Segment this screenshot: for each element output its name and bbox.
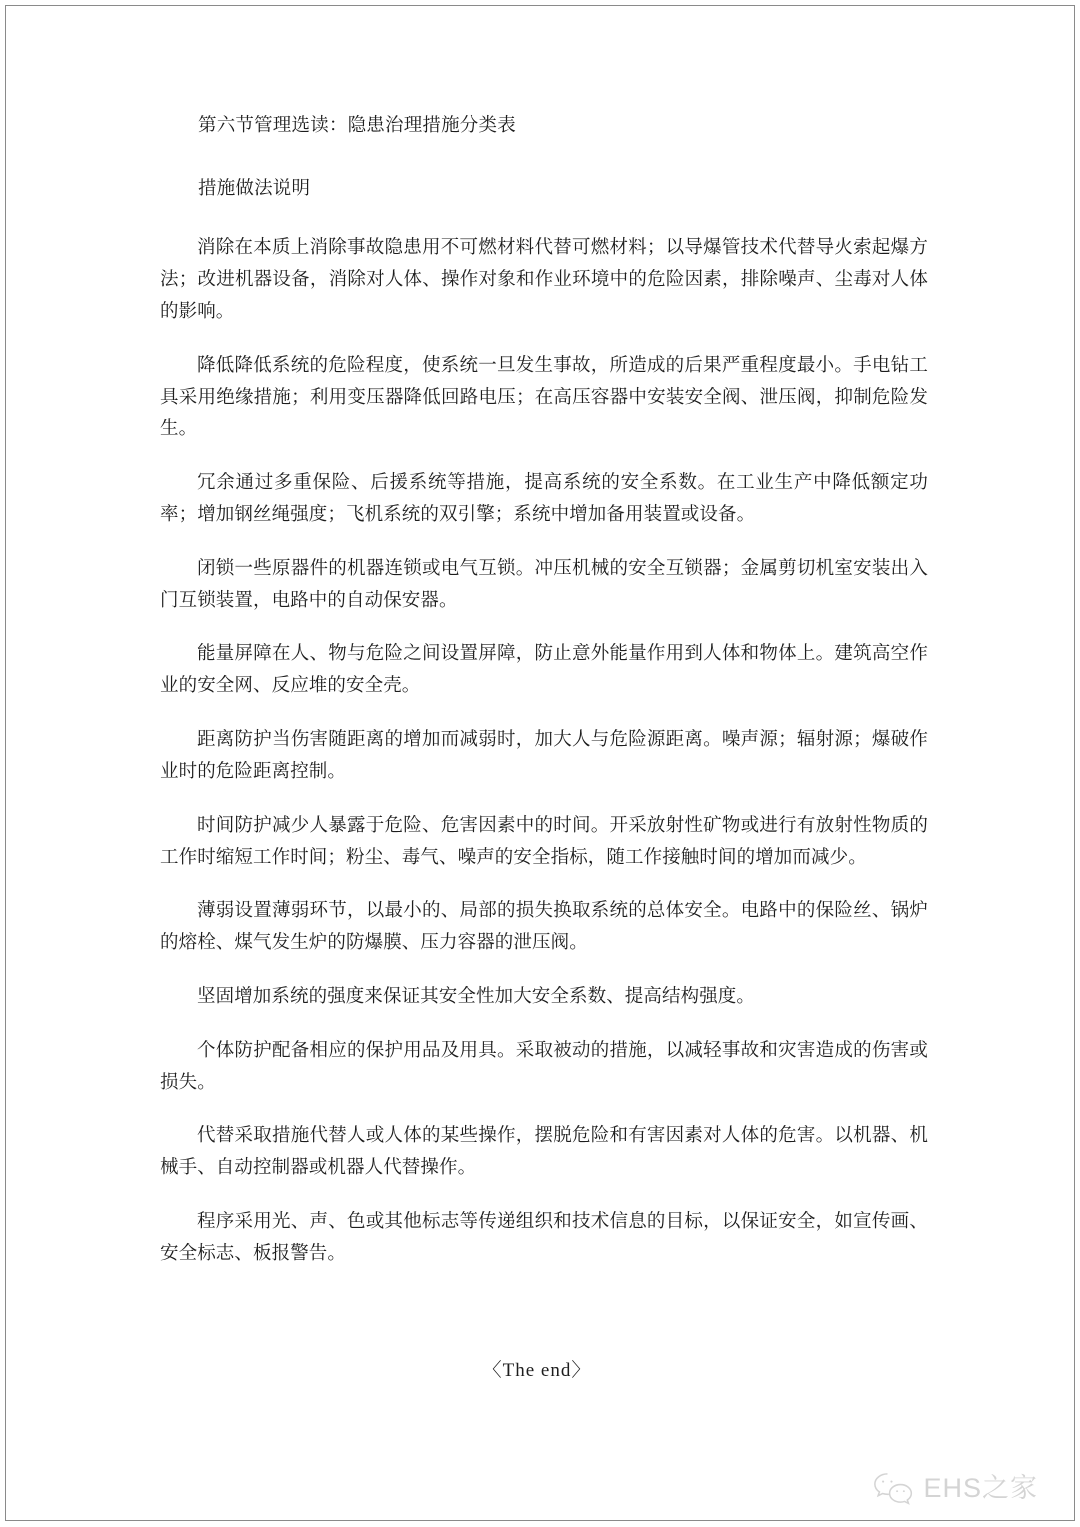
- paragraph: 程序采用光、声、色或其他标志等传递组织和技术信息的目标，以保证安全，如宣传画、安全标志、板报警告。: [160, 1212, 928, 1264]
- paragraph: 代替采取措施代替人或人体的某些操作，摆脱危险和有害因素对人体的危害。以机器、机械手、自动控制器或机器人代替操作。: [160, 1126, 928, 1179]
- paragraph: 坚固增加系统的强度来保证其安全性加大安全系数、提高结构强度。: [197, 986, 756, 1007]
- section-subtitle: 措施做法说明: [198, 178, 311, 199]
- paragraph: 冗余通过多重保险、后援系统等措施，提高系统的安全系数。在工业生产中降低额定功率；增加钢丝绳强度；飞机系统的双引擎；系统中增加备用装置或设备。: [160, 473, 928, 526]
- paragraph: 个体防护配备相应的保护用品及用具。采取被动的措施，以减轻事故和灾害造成的伤害或损失。: [160, 1040, 928, 1093]
- paragraph: 时间防护减少人暴露于危险、危害因素中的时间。开采放射性矿物或进行有放射性物质的工作时缩短工作时间；粉尘、毒气、噪声的安全指标，随工作接触时间的增加而减少。: [160, 815, 928, 868]
- paragraph: 能量屏障在人、物与危险之间设置屏障，防止意外能量作用到人体和物体上。建筑高空作业的安全网、反应堆的安全壳。: [160, 644, 928, 697]
- paragraph: 消除在本质上消除事故隐患用不可燃材料代替可燃材料；以导爆管技术代替导火索起爆方法；改进机器设备，消除对人体、操作对象和作业环境中的危险因素，排除噪声、尘毒对人体的影响。: [160, 238, 928, 322]
- paragraph: 降低降低系统的危险程度，使系统一旦发生事故，所造成的后果严重程度最小。手电钻工具采用绝缘措施；利用变压器降低回路电压；在高压容器中安装安全阀、泄压阀，抑制危险发生。: [160, 355, 928, 440]
- end-marker: 〈The end〉: [482, 1360, 592, 1381]
- watermark-label: EHS之家: [923, 1472, 1038, 1503]
- body-paragraphs: [160, 233, 928, 1270]
- watermark: [872, 1471, 1038, 1505]
- wechat-icon: [872, 1471, 914, 1505]
- page-title: 第六节管理选读：隐患治理措施分类表: [198, 116, 516, 136]
- paragraph: 闭锁一些原器件的机器连锁或电气互锁。冲压机械的安全互锁器；金属剪切机室安装出入门互锁装置，电路中的自动保安器。: [160, 558, 928, 611]
- paragraph: 距离防护当伤害随距离的增加而减弱时，加大人与危险源距离。噪声源；辐射源；爆破作业时的危险距离控制。: [160, 730, 928, 782]
- document-content: [160, 112, 928, 1271]
- paragraph: 薄弱设置薄弱环节，以最小的、局部的损失换取系统的总体安全。电路中的保险丝、锅炉的熔栓、煤气发生炉的防爆膜、压力容器的泄压阀。: [160, 901, 928, 954]
